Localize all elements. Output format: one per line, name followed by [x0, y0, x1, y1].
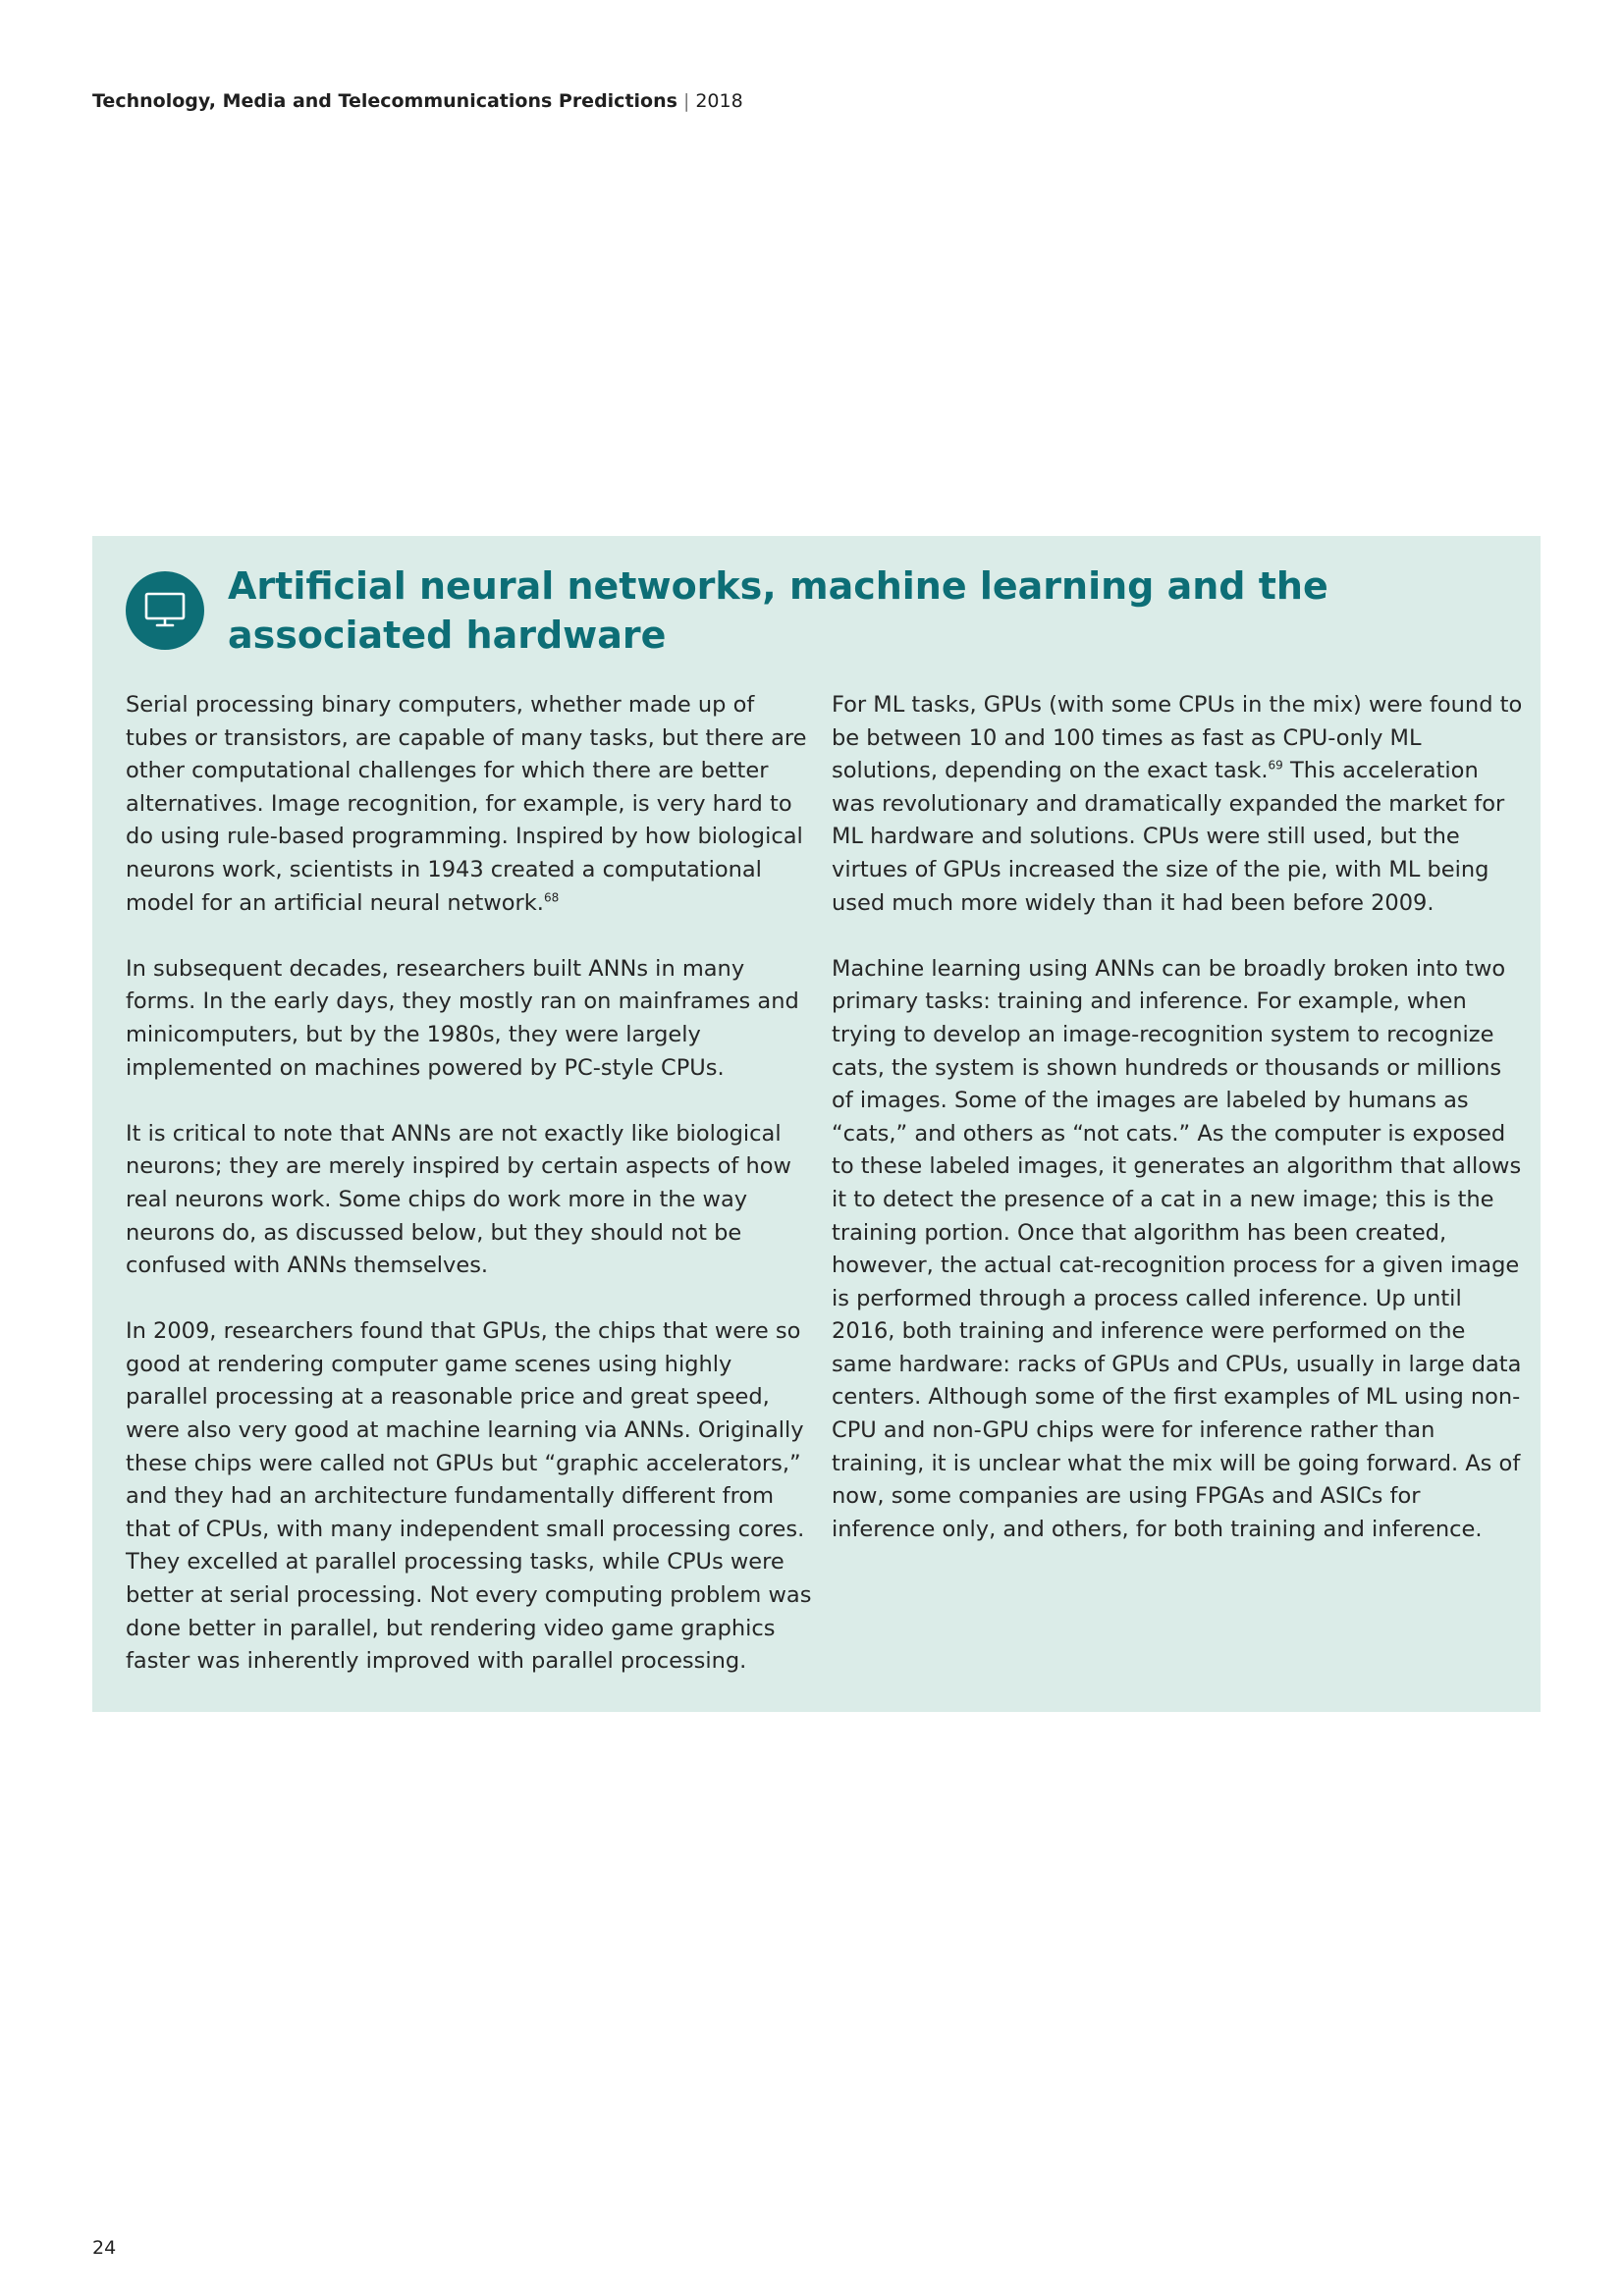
paragraph — [832, 689, 1524, 920]
paragraph: In 2009, researchers found that GPUs, the chips that were so good at rendering computer game scenes using highly parallel processing at a reasonable price and great speed, were also very good at machine learning via ANNs. Originally these chips were called not GPUs but “graphic accelerators,” and they had an architecture fundamentally different from that of CPUs, with many independent small processing cores. They excelled at parallel processing tasks, while CPUs were better at serial processing. Not every computing problem was done better in parallel, but rendering video game graphics faster was inherently improved with parallel processing. — [126, 1318, 812, 1675]
page-number: 24 — [92, 2237, 117, 2259]
endnote-ref: 69 — [1268, 758, 1283, 773]
sidebar-panel — [92, 536, 1541, 1712]
endnote-ref: 68 — [543, 890, 560, 905]
paragraph: Machine learning using ANNs can be broadly broken into two primary tasks: training and inference. For example, when trying to develop an image-recognition system to recognize cats, the system is shown hundreds or thousands or millions of images. Some of the images are labeled by humans as “cats,” and others as “not cats.” As the computer is exposed to these labeled images, it generates an algorithm that allows it to detect the presence of a cat in a new image; this is the training portion. Once that algorithm has been created, however, the actual cat-recognition process for a given image is performed through a process called inference. Up until 2016, both training and inference were performed on the same hardware: racks of GPUs and CPUs, usually in large data centers. Although some of the first examples of ML using non-CPU and non-GPU chips were for inference rather than training, it is unclear what the mix will be going forward. As of now, some companies are using FPGAs and ASICs for inference only, and others, for both training and inference. — [832, 955, 1522, 1542]
paragraph: It is critical to note that ANNs are not exactly like biological neurons; they are merely inspired by certain aspects of how real neurons work. Some chips do work more in the way neurons do, as discussed below, but they should not be confused with ANNs themselves. — [126, 1120, 791, 1279]
running-header — [92, 89, 743, 113]
paragraph-text: This acceleration was revolutionary and dramatically expanded the market for ML hardware and solutions. CPUs were still used, but the virtues of GPUs increased the size of the pie, with ML being used much more widely than it had been before 2009. — [832, 758, 1505, 916]
header-separator: | — [682, 90, 690, 112]
monitor-icon — [126, 571, 204, 650]
left-column — [126, 689, 818, 1679]
publication-year: 2018 — [695, 90, 743, 112]
paragraph-text: For ML tasks, GPUs (with some CPUs in the mix) were found to be between 10 and 100 times as fast as CPU-only ML solutions, depending on the exact task. — [832, 692, 1523, 784]
right-column — [832, 689, 1524, 1546]
paragraph-text: Serial processing binary computers, whether made up of tubes or transistors, are capable of many tasks, but there are other computational challenges for which there are better alternatives. Image recognition, for example, is very hard to do using rule-based programming. Inspired by how biological neurons work, scientists in 1943 created a computational model for an artificial neural network. — [126, 692, 807, 916]
panel-title: Artificial neural networks, machine learning and the associated hardware — [228, 564, 1328, 657]
paragraph — [126, 689, 818, 920]
publication-title: Technology, Media and Telecommunications Predictions — [92, 90, 677, 112]
paragraph: In subsequent decades, researchers built ANNs in many forms. In the early days, they mostly ran on mainframes and minicomputers, but by the 1980s, they were largely implemented on machines powered by PC-style CPUs. — [126, 955, 799, 1081]
